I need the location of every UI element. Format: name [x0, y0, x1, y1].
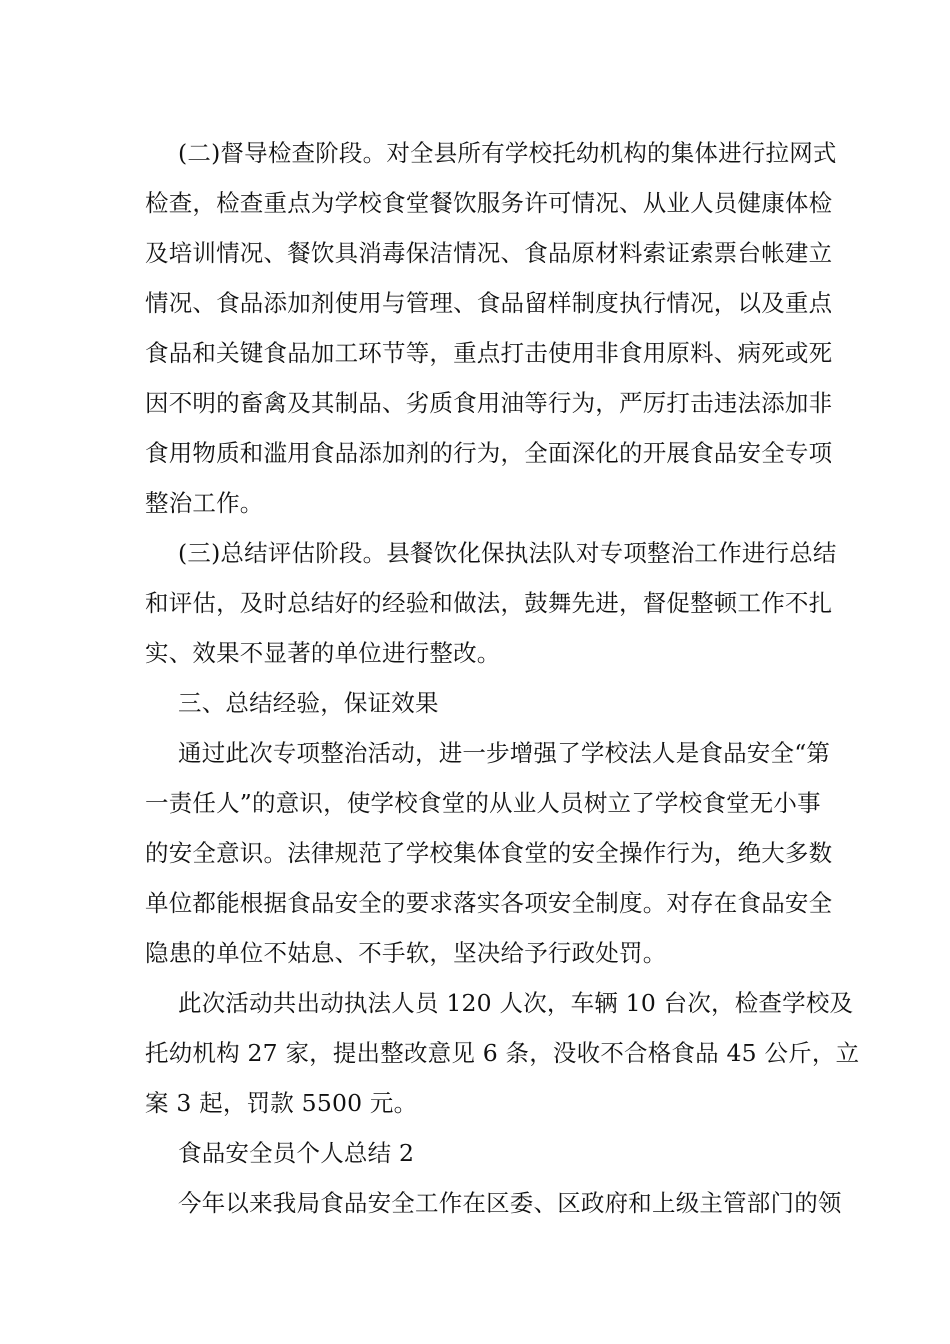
- document-title: 食品安全员个人总结 2: [178, 1139, 415, 1167]
- paragraph-line: 的安全意识。法律规范了学校集体食堂的安全操作行为，绝大多数: [145, 839, 833, 867]
- paragraph-line: 食用物质和滥用食品添加剂的行为，全面深化的开展食品安全专项: [145, 439, 833, 467]
- paragraph-line: 因不明的畜禽及其制品、劣质食用油等行为，严厉打击违法添加非: [145, 389, 833, 417]
- paragraph-line: 实、效果不显著的单位进行整改。: [145, 639, 501, 667]
- paragraph-line: (三)总结评估阶段。县餐饮化保执法队对专项整治工作进行总结: [178, 539, 837, 567]
- paragraph-line: 案 3 起，罚款 5500 元。: [145, 1089, 418, 1117]
- paragraph-line: 此次活动共出动执法人员 120 人次，车辆 10 台次，检查学校及: [178, 989, 854, 1017]
- paragraph-line: 和评估，及时总结好的经验和做法，鼓舞先进，督促整顿工作不扎: [145, 589, 833, 617]
- paragraph-line: 整治工作。: [145, 489, 264, 517]
- paragraph-line: 及培训情况、餐饮具消毒保洁情况、食品原材料索证索票台帐建立: [145, 239, 833, 267]
- paragraph-line: 隐患的单位不姑息、不手软，坚决给予行政处罚。: [145, 939, 667, 967]
- paragraph-line: 通过此次专项整治活动，进一步增强了学校法人是食品安全“第: [178, 739, 831, 767]
- paragraph-line: 单位都能根据食品安全的要求落实各项安全制度。对存在食品安全: [145, 889, 833, 917]
- paragraph-line: 食品和关键食品加工环节等，重点打击使用非食用原料、病死或死: [145, 339, 833, 367]
- section-heading: 三、总结经验，保证效果: [178, 689, 439, 717]
- paragraph-line: 托幼机构 27 家，提出整改意见 6 条，没收不合格食品 45 公斤，立: [145, 1039, 860, 1067]
- paragraph-line: 情况、食品添加剂使用与管理、食品留样制度执行情况，以及重点: [145, 289, 833, 317]
- paragraph-line: 一责任人”的意识，使学校食堂的从业人员树立了学校食堂无小事: [145, 789, 821, 817]
- paragraph-line: 今年以来我局食品安全工作在区委、区政府和上级主管部门的领: [178, 1189, 842, 1217]
- paragraph-line: (二)督导检查阶段。对全县所有学校托幼机构的集体进行拉网式: [178, 139, 837, 167]
- paragraph-line: 检查，检查重点为学校食堂餐饮服务许可情况、从业人员健康体检: [145, 189, 833, 217]
